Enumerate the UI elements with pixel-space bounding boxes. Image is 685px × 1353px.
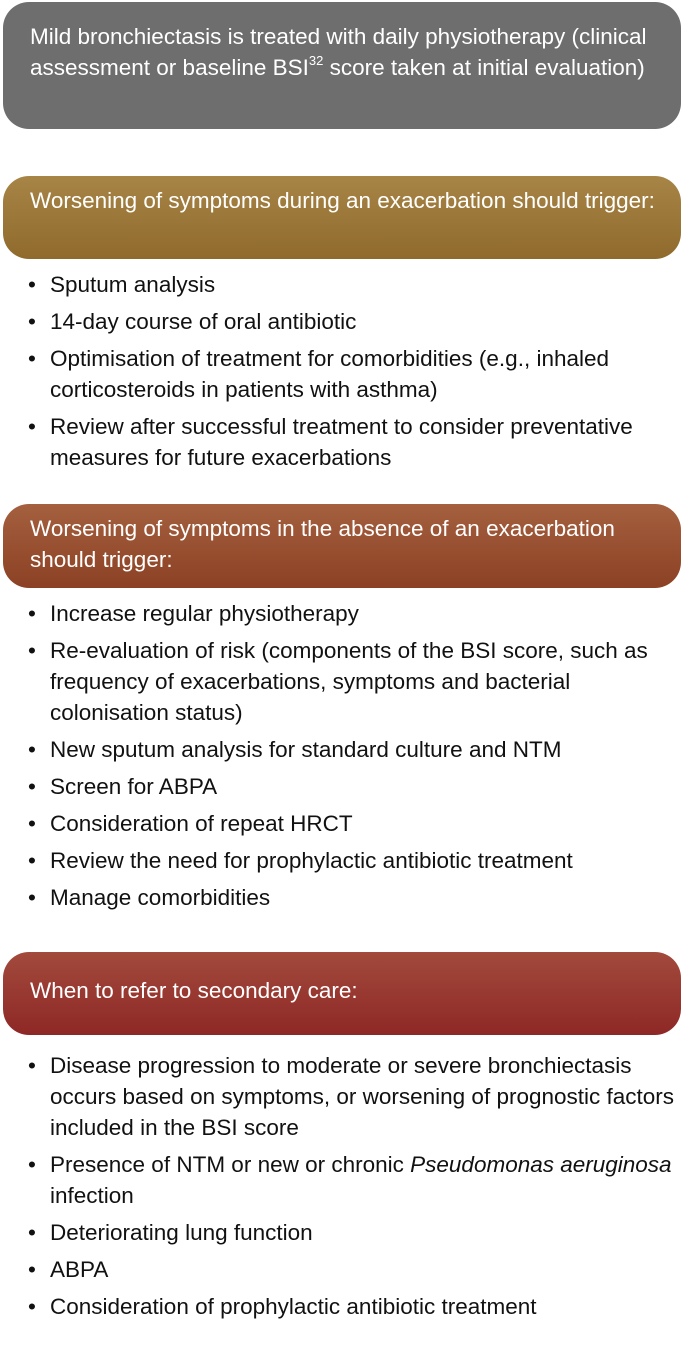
bullet-icon: • [28,272,36,297]
list-item [28,1291,678,1322]
bullet-icon: • [28,638,36,663]
list-item-text-end: infection [50,1183,134,1208]
section-header-text: When to refer to secondary care: [30,978,358,1003]
list-item-text: Disease progression to moderate or severe bronchiectasis occurs based on symptoms, or worsening of prognostic factors included in the BSI score [50,1053,675,1140]
list-item-text: Sputum analysis [50,272,216,297]
bullet-icon: • [28,1294,36,1319]
list-item-text: Manage comorbidities [50,885,271,910]
section-header-no-exacerbation [3,504,681,588]
list-item-text: Consideration of prophylactic antibiotic treatment [50,1294,537,1319]
bullet-icon: • [28,848,36,873]
bullet-list-exacerbation [28,269,678,479]
list-item-text: Review the need for prophylactic antibiotic treatment [50,848,573,873]
section-header-exacerbation [3,176,681,259]
intro-text: Mild bronchiectasis is treated with daily physiotherapy (clinical assessment or baseline BSI [30,24,647,80]
bullet-icon: • [28,309,36,334]
list-item [28,1254,678,1285]
list-item [28,343,678,405]
list-item-text: Optimisation of treatment for comorbidities (e.g., inhaled corticosteroids in patients with asthma) [50,346,610,402]
list-item-text: Consideration of repeat HRCT [50,811,353,836]
bullet-icon: • [28,601,36,626]
list-item-text: Deteriorating lung function [50,1220,313,1245]
list-item [28,635,678,728]
section-header-text: Worsening of symptoms during an exacerbation should trigger: [30,188,655,213]
list-item [28,808,678,839]
list-item [28,269,678,300]
bullet-icon: • [28,1053,36,1078]
intro-box [3,2,681,129]
list-item [28,306,678,337]
bullet-icon: • [28,1257,36,1282]
bullet-icon: • [28,774,36,799]
list-item-text: New sputum analysis for standard culture and NTM [50,737,562,762]
list-item [28,771,678,802]
list-item-text: Increase regular physiotherapy [50,601,359,626]
list-item [28,598,678,629]
list-item [28,845,678,876]
bullet-icon: • [28,737,36,762]
list-item [28,882,678,913]
list-item-text: ABPA [50,1257,109,1282]
list-item-text: 14-day course of oral antibiotic [50,309,357,334]
list-item [28,411,678,473]
bullet-icon: • [28,414,36,439]
bullet-icon: • [28,346,36,371]
list-item-text: Review after successful treatment to consider preventative measures for future exacerbations [50,414,633,470]
section-header-text: Worsening of symptoms in the absence of an exacerbation should trigger: [30,516,615,572]
list-item [28,734,678,765]
list-item-text: Re-evaluation of risk (components of the BSI score, such as frequency of exacerbations, symptoms and bacterial colonisation status) [50,638,648,725]
list-item-text: Presence of NTM or new or chronic [50,1152,411,1177]
intro-text-end: score taken at initial evaluation) [323,55,645,80]
list-item [28,1149,678,1211]
bullet-list-referral [28,1050,678,1328]
bullet-icon: • [28,811,36,836]
bullet-icon: • [28,1152,36,1177]
bullet-icon: • [28,885,36,910]
species-name: Pseudomonas aeruginosa [410,1152,672,1177]
list-item [28,1217,678,1248]
list-item [28,1050,678,1143]
section-header-referral [3,952,681,1035]
bullet-icon: • [28,1220,36,1245]
list-item-text: Screen for ABPA [50,774,218,799]
bullet-list-no-exacerbation [28,598,678,919]
intro-superscript: 32 [308,53,324,68]
